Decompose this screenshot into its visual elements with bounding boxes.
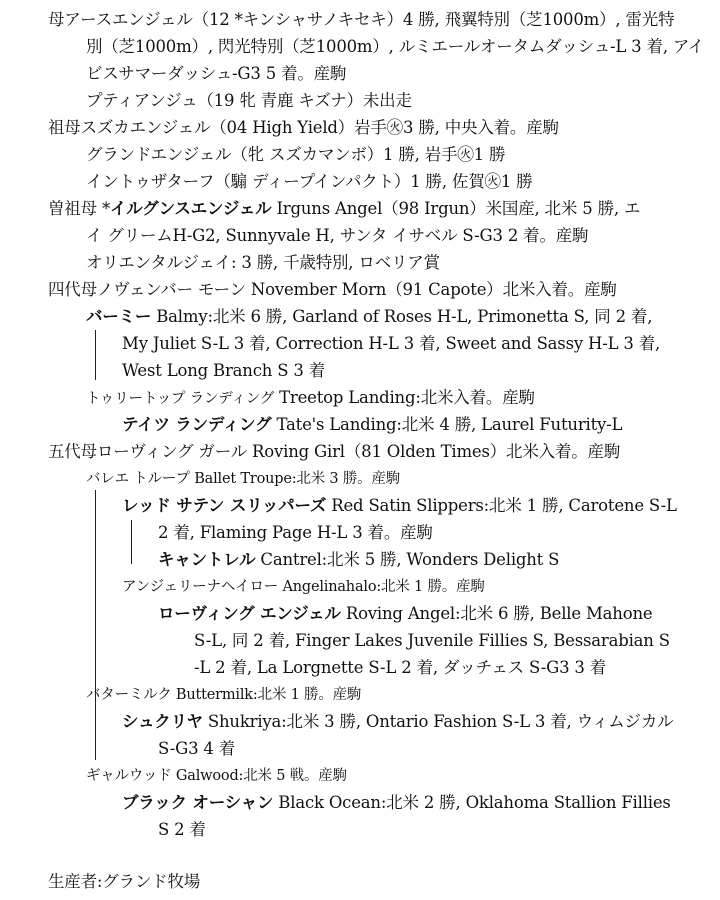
tree-line xyxy=(95,490,96,760)
dam-line-cont: 別（芝1000m）, 閃光特別（芝1000m）, ルミエールオータムダッシュ-L 3 着, アイ xyxy=(86,37,705,56)
great-grandchild-cont: S-L, 同 2 着, Finger Lakes Juvenile Fillies S, Bessarabian S xyxy=(194,631,670,650)
fourth-dam-offspring: バーミー Balmy:北米 6 勝, Garland of Roses H-L, Primonetta S, 同 2 着, xyxy=(86,307,653,326)
grand-dam-line: 祖母スズカエンジェル（04 High Yield）岩手㊋3 勝, 中央入着。産駒 xyxy=(48,118,559,137)
great-grandchild-cont: -L 2 着, La Lorgnette S-L 2 着, ダッチェス S-G3 3 着 xyxy=(194,658,607,677)
fourth-dam-offspring-cont: My Juliet S-L 3 着, Correction H-L 3 着, Sweet and Sassy H-L 3 着, xyxy=(122,334,661,353)
grandchild: アンジェリーナヘイロー Angelinahalo:北米 1 勝。産駒 xyxy=(122,579,485,595)
horse-name: ローヴィング エンジェル xyxy=(158,604,341,623)
grandchild-cont: S-G3 4 着 xyxy=(158,739,236,758)
tree-line xyxy=(95,330,96,380)
great-grandchild: キャントレル Cantrel:北米 5 勝, Wonders Delight S xyxy=(158,550,560,569)
fourth-dam-offspring: トゥリートップ ランディング Treetop Landing:北米入着。産駒 xyxy=(86,388,535,407)
grandchild-cont: 2 着, Flaming Page H-L 3 着。産駒 xyxy=(158,523,433,542)
fifth-dam-offspring: ギャルウッド Galwood:北米 5 戦。産駒 xyxy=(86,768,347,784)
grandchild: ブラック オーシャン Black Ocean:北米 2 勝, Oklahoma Stallion Fillies xyxy=(122,793,671,812)
grand-dam-offspring: グランドエンジェル（牝 スズカマンボ）1 勝, 岩手㊋1 勝 xyxy=(86,145,506,164)
dam-line-cont: ビスサマーダッシュ-G3 5 着。産駒 xyxy=(86,64,347,83)
fifth-dam-offspring: バターミルク Buttermilk:北米 1 勝。産駒 xyxy=(86,687,362,703)
fourth-dam-offspring-cont: West Long Branch S 3 着 xyxy=(122,361,326,380)
horse-name: イルグンスエンジェル xyxy=(110,199,272,218)
grand-dam-offspring: イントゥザターフ（騸 ディープインパクト）1 勝, 佐賀㊋1 勝 xyxy=(86,172,533,191)
grandchild: シュクリヤ Shukriya:北米 3 勝, Ontario Fashion S-L 3 着, ウィムジカル xyxy=(122,712,674,731)
horse-name: バーミー xyxy=(86,307,152,326)
breeder-line: 生産者:グランド牧場 xyxy=(48,872,201,891)
horse-name: レッド サテン スリッパーズ xyxy=(122,496,327,515)
great-grand-dam-line: 曽祖母 *イルグンスエンジェル Irguns Angel（98 Irgun）米国産, 北米 5 勝, エ xyxy=(48,199,641,218)
horse-name: ブラック オーシャン xyxy=(122,793,274,812)
great-grand-dam-line-cont: イ グリームH-G2, Sunnyvale H, サンタ イサベル S-G3 2 着。産駒 xyxy=(86,226,589,245)
great-grandchild: ローヴィング エンジェル Roving Angel:北米 6 勝, Belle Mahone xyxy=(158,604,653,623)
horse-name: テイツ ランディング xyxy=(122,415,272,434)
grandchild: レッド サテン スリッパーズ Red Satin Slippers:北米 1 勝, Carotene S-L xyxy=(122,496,677,515)
grandchild: テイツ ランディング Tate's Landing:北米 4 勝, Laurel Futurity-L xyxy=(122,415,623,434)
fourth-dam-line: 四代母ノヴェンバー モーン November Morn（91 Capote）北米入着。産駒 xyxy=(48,280,617,299)
tree-line xyxy=(131,520,132,564)
dam-line: 母アースエンジェル（12 *キンシャサノキセキ）4 勝, 飛翼特別（芝1000m）, 雷光特 xyxy=(48,10,675,29)
horse-name: シュクリヤ xyxy=(122,712,203,731)
grandchild-cont: S 2 着 xyxy=(158,820,206,839)
great-grand-dam-offspring: オリエンタルジェイ: 3 勝, 千歳特別, ロベリア賞 xyxy=(86,253,440,272)
dam-offspring: プティアンジュ（19 牝 青鹿 キズナ）未出走 xyxy=(86,91,412,110)
fifth-dam-offspring: バレエ トループ Ballet Troupe:北米 3 勝。産駒 xyxy=(86,471,401,487)
fifth-dam-line: 五代母ローヴィング ガール Roving Girl（81 Olden Times）北米入着。産駒 xyxy=(48,442,621,461)
horse-name: キャントレル xyxy=(158,550,256,569)
